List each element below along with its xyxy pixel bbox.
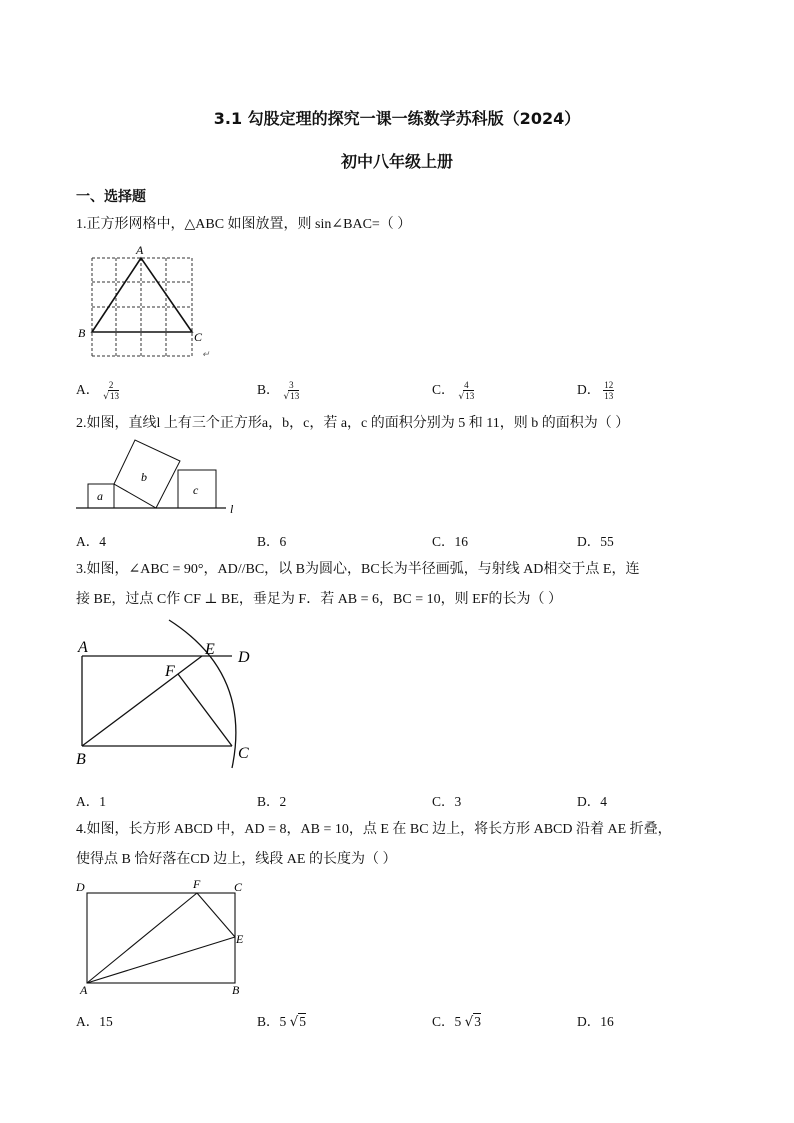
question-1-text: 1.正方形网格中，△ABC 如图放置，则 sin∠BAC=（ ） (76, 217, 412, 232)
question-4-line-2: 使得点 B 恰好落在CD 边上，线段 AE 的长度为（ ） (76, 852, 397, 867)
label-e: E (205, 641, 215, 658)
question-3-line-1: 3.如图，∠ABC = 90°，AD//BC，以 B为圆心，BC长为半径画弧，与射线 AD相交于点 E，连 (76, 562, 640, 577)
q2-option-d: D．55 (577, 534, 614, 549)
label-b: B (232, 983, 240, 997)
label-line-l: l (230, 502, 234, 516)
q2-option-b: B．6 (257, 534, 287, 549)
q2-squares-figure (76, 438, 246, 518)
q4-option-b: B．5 √5 (257, 1014, 306, 1030)
triangle-abc (92, 258, 192, 332)
page-title: 3.1 勾股定理的探究一课一练数学苏科版（2024） (213, 109, 581, 128)
svg-text:↵: ↵ (202, 349, 210, 359)
q1-grid-figure (76, 242, 216, 362)
square-b (114, 440, 180, 508)
q3-option-d: D．4 (577, 794, 607, 809)
page-subtitle: 初中八年级上册 (340, 152, 453, 171)
question-4-line-1: 4.如图，长方形 ABCD 中，AD = 8，AB = 10，点 E 在 BC 边上，将长方形 ABCD 沿着 AE 折叠， (76, 822, 672, 837)
segment-ae (87, 937, 235, 983)
q3-option-a: A．1 (76, 794, 106, 809)
label-a: A (80, 983, 88, 997)
label-c: C (234, 880, 243, 894)
q3-option-b: B．2 (257, 794, 287, 809)
rectangle-abcd (87, 893, 235, 983)
q1-option-d: D． $\frac{12}{13}$ (577, 380, 614, 402)
q1-option-c: C． $\frac{4}{√13}$ (432, 379, 475, 402)
q1-option-b: B． $\frac{3}{√13}$ (257, 379, 300, 402)
label-c: C (194, 330, 203, 344)
q1-option-a: A． $\frac{2}{√13}$ (76, 379, 119, 402)
label-a: A (136, 243, 144, 257)
label-square-b: b (141, 470, 147, 484)
question-2-text: 2.如图，直线l 上有三个正方形a，b，c，若 a，c 的面积分别为 5 和 11，则 b 的面积为（ ） (76, 416, 630, 431)
label-d: D (76, 880, 85, 894)
q4-option-c: C．5 √3 (432, 1014, 481, 1030)
segment-be (82, 656, 202, 746)
label-f: F (193, 877, 201, 891)
question-3-line-2: 接 BE，过点 C作 CF ⊥ BE，垂足为 F．若 AB = 6，BC = 10，则 EF的长为（ ） (76, 592, 562, 607)
q2-option-a: A．4 (76, 534, 106, 549)
label-c: C (238, 745, 249, 762)
segment-af (87, 893, 197, 983)
label-b: B (76, 751, 86, 768)
label-square-a: a (97, 489, 103, 503)
label-a: A (78, 639, 88, 656)
q4-option-d: D．16 (577, 1014, 614, 1029)
section-heading: 一、选择题 (76, 189, 146, 205)
q3-option-c: C．3 (432, 794, 462, 809)
segment-cf (178, 674, 232, 746)
q3-arc-figure (72, 618, 272, 778)
q4-option-a: A．15 (76, 1014, 113, 1029)
label-b: B (78, 326, 86, 340)
label-square-c: c (193, 483, 199, 497)
label-e: E (236, 932, 244, 946)
segment-fe (197, 893, 235, 937)
q2-option-c: C．16 (432, 534, 469, 549)
label-f: F (165, 663, 175, 680)
label-d: D (238, 649, 250, 666)
q4-rectangle-figure (72, 876, 262, 1002)
